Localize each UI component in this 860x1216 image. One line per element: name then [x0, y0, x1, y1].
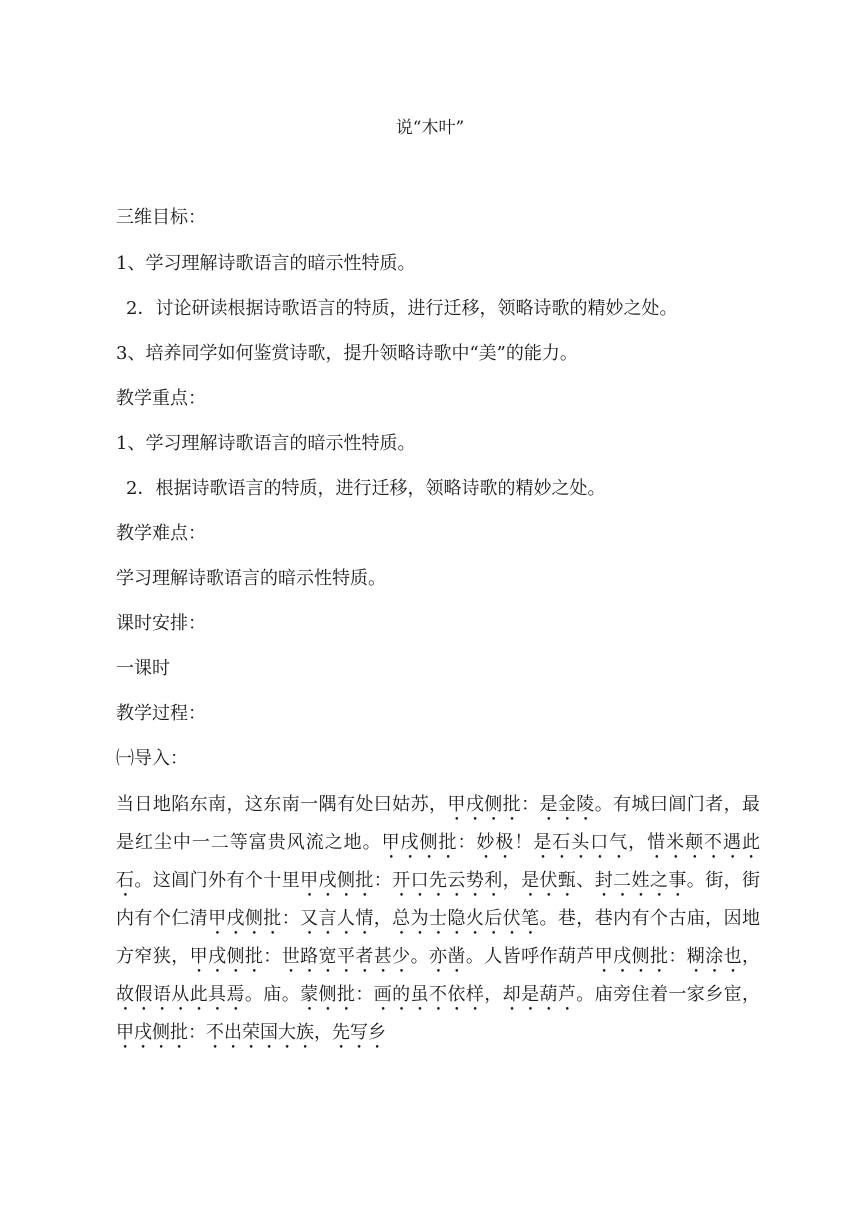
passage-text-6: 庙。: [263, 984, 301, 1005]
passage-comment-2: 甲戌侧批：妙极！是石头口气，惜米颠不遇此石。: [116, 832, 761, 891]
passage-comment-3: 甲戌侧批：开口先云势利，是伏甄、封二姓之事。: [300, 870, 706, 891]
goal-item-1: 1、学习理解诗歌语言的暗示性特质。: [116, 253, 416, 274]
passage-text-2: 这阊门外有个十里: [152, 870, 301, 891]
passage-text-4: 巷，巷内有个古庙，因地方窄狭，: [116, 908, 761, 967]
key-point-1: 1、学习理解诗歌语言的暗示性特质。: [116, 433, 416, 454]
passage-comment-1: 甲戌侧批：是金陵。: [447, 794, 614, 815]
passage-text-3: 街，街内有个仁清: [116, 870, 761, 929]
goal-item-3: 3、培养同学如何鉴赏诗歌，提升领略诗歌中“美”的能力。: [116, 343, 578, 364]
goals-heading: 三维目标：: [116, 207, 206, 228]
intro-heading: ㈠导入：: [116, 748, 188, 769]
intro-passage: [116, 787, 760, 1053]
difficulty-heading: 教学难点：: [116, 523, 206, 544]
key-points-heading: 教学重点：: [116, 388, 206, 409]
key-point-2: 2．根据诗歌语言的特质，进行迁移，领略诗歌的精妙之处。: [126, 478, 606, 499]
difficulty-item: 学习理解诗歌语言的暗示性特质。: [116, 568, 386, 589]
process-heading: 教学过程：: [116, 703, 206, 724]
passage-comment-7: 蒙侧批：画的虽不依样，却是葫芦。: [300, 984, 595, 1005]
passage-comment-6: 甲戌侧批：糊涂也，故假语从此具焉。: [116, 946, 761, 1005]
passage-comment-4: 甲戌侧批：又言人情，总为士隐火后伏笔。: [208, 908, 558, 929]
goal-item-2: 2．讨论研读根据诗歌语言的特质，进行迁移，领略诗歌的精妙之处。: [126, 298, 678, 319]
schedule-heading: 课时安排：: [116, 613, 206, 634]
passage-text-7: 庙旁住着一家乡宦，: [594, 984, 761, 1005]
passage-comment-5: 甲戌侧批：世路宽平者甚少。亦凿。: [189, 946, 485, 967]
schedule-item: 一课时: [116, 658, 170, 679]
passage-text-1b: 有城曰阊门者，最是红尘中一二等富贵风流之地。: [116, 794, 761, 853]
passage-comment-8: 甲戌侧批：不出荣国大族，先写乡: [116, 1022, 386, 1043]
page-title: 说“木叶”: [395, 118, 465, 138]
passage-text-1: 当日地陷东南，这东南一隅有处曰姑苏，: [116, 794, 448, 815]
passage-text-5: 人皆呼作葫芦: [484, 946, 595, 967]
